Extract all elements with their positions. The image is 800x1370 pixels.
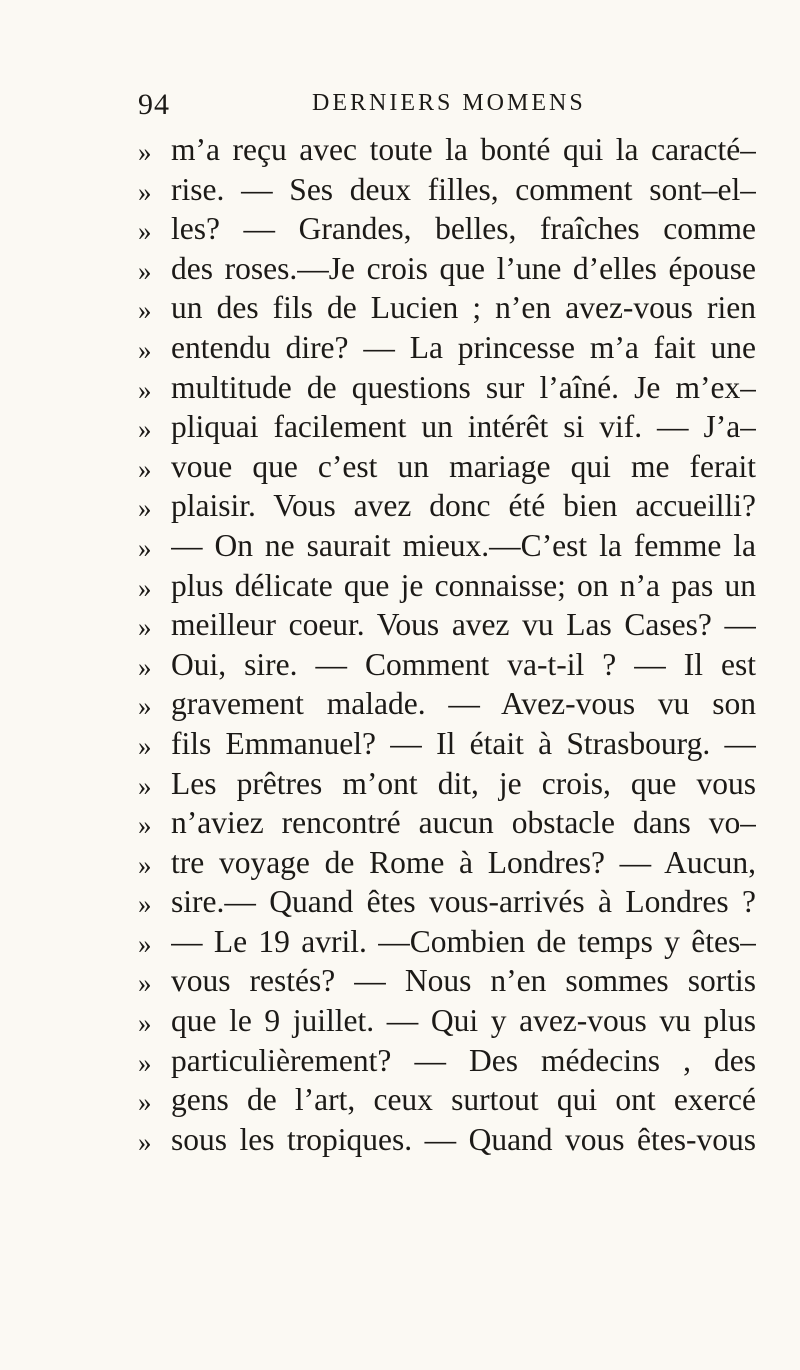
quote-mark: » xyxy=(138,137,152,167)
line-text: sous les tropiques. — Quand vous êtes-vous xyxy=(171,1121,756,1157)
text-line xyxy=(0,1001,800,1041)
body-text xyxy=(0,130,800,1159)
text-line xyxy=(0,803,800,843)
line-text: sire.— Quand êtes vous-arrivés à Londres ? xyxy=(171,884,756,920)
text-line xyxy=(0,1120,800,1160)
quote-mark: » xyxy=(138,216,152,247)
quote-mark: » xyxy=(138,730,152,761)
text-line xyxy=(0,605,800,645)
quote-mark: » xyxy=(138,889,152,920)
line-text: — Le 19 avril. —Combien de temps y êtes– xyxy=(171,923,756,959)
running-head: DERNIERS MOMENS xyxy=(312,90,586,116)
quote-mark: » xyxy=(138,255,152,286)
quote-mark: » xyxy=(138,1047,152,1078)
quote-mark: » xyxy=(138,691,152,722)
text-line xyxy=(0,645,800,685)
quote-mark: » xyxy=(138,295,152,326)
line-text: gens de l’art, ceux surtout qui ont exercé xyxy=(171,1082,756,1118)
text-line xyxy=(0,170,800,210)
line-text: plaisir. Vous avez donc été bien accueilli? xyxy=(171,488,756,524)
text-line xyxy=(0,328,800,368)
quote-mark: » xyxy=(138,572,152,603)
quote-mark: » xyxy=(138,532,152,563)
line-text: Les prêtres m’ont dit, je crois, que vous xyxy=(171,765,756,801)
line-text: des roses.—Je crois que l’une d’elles épouse xyxy=(171,250,756,286)
line-text: — On ne saurait mieux.—C’est la femme la xyxy=(171,527,756,563)
quote-mark: » xyxy=(138,849,152,880)
quote-mark: » xyxy=(138,176,152,207)
text-line xyxy=(0,368,800,408)
text-line xyxy=(0,1041,800,1081)
quote-mark: » xyxy=(138,968,152,999)
text-line xyxy=(0,566,800,606)
text-line xyxy=(0,764,800,804)
line-text: plus délicate que je connaisse; on n’a pas un xyxy=(171,567,756,603)
quote-mark: » xyxy=(138,493,152,524)
quote-mark: » xyxy=(138,453,152,484)
quote-mark: » xyxy=(138,374,152,405)
line-text: que le 9 juillet. — Qui y avez-vous vu plus xyxy=(171,1003,756,1039)
line-text: vous restés? — Nous n’en sommes sortis xyxy=(171,963,756,999)
quote-mark: » xyxy=(138,810,152,841)
text-line xyxy=(0,407,800,447)
line-text: particulièrement? — Des médecins , des xyxy=(171,1042,756,1078)
line-text: voue que c’est un mariage qui me ferait xyxy=(171,448,756,484)
text-line xyxy=(0,209,800,249)
line-text: tre voyage de Rome à Londres? — Aucun, xyxy=(171,844,756,880)
line-text: rise. — Ses deux filles, comment sont–el– xyxy=(171,171,756,207)
quote-mark: » xyxy=(138,928,152,959)
text-line xyxy=(0,922,800,962)
line-text: gravement malade. — Avez-vous vu son xyxy=(171,686,756,722)
text-line xyxy=(0,684,800,724)
text-line xyxy=(0,526,800,566)
text-line xyxy=(0,249,800,289)
text-line xyxy=(0,882,800,922)
text-line xyxy=(0,447,800,487)
text-line xyxy=(0,486,800,526)
text-line xyxy=(0,961,800,1001)
line-text: les? — Grandes, belles, fraîches comme xyxy=(171,211,756,247)
text-line xyxy=(0,1080,800,1120)
quote-mark: » xyxy=(138,612,152,643)
line-text: n’aviez rencontré aucun obstacle dans vo– xyxy=(171,805,756,841)
line-text: un des fils de Lucien ; n’en avez-vous rien xyxy=(171,290,756,326)
quote-mark: » xyxy=(138,1087,152,1118)
line-text: Oui, sire. — Comment va-t-il ? — Il est xyxy=(171,646,756,682)
text-line xyxy=(0,288,800,328)
line-text: m’a reçu avec toute la bonté qui la caracté– xyxy=(171,132,756,167)
text-line xyxy=(0,130,800,170)
line-text: pliquai facilement un intérêt si vif. — J’a– xyxy=(171,409,756,445)
text-line xyxy=(0,843,800,883)
quote-mark: » xyxy=(138,770,152,801)
page-number: 94 xyxy=(138,88,170,121)
text-line xyxy=(0,724,800,764)
quote-mark: » xyxy=(138,414,152,445)
quote-mark: » xyxy=(138,1126,152,1157)
page-header xyxy=(0,88,800,128)
line-text: fils Emmanuel? — Il était à Strasbourg. — xyxy=(171,725,756,761)
quote-mark: » xyxy=(138,651,152,682)
quote-mark: » xyxy=(138,334,152,365)
line-text: multitude de questions sur l’aîné. Je m’ex– xyxy=(171,369,756,405)
quote-mark: » xyxy=(138,1008,152,1039)
line-text: meilleur coeur. Vous avez vu Las Cases? — xyxy=(171,607,756,643)
line-text: entendu dire? — La princesse m’a fait une xyxy=(171,329,756,365)
